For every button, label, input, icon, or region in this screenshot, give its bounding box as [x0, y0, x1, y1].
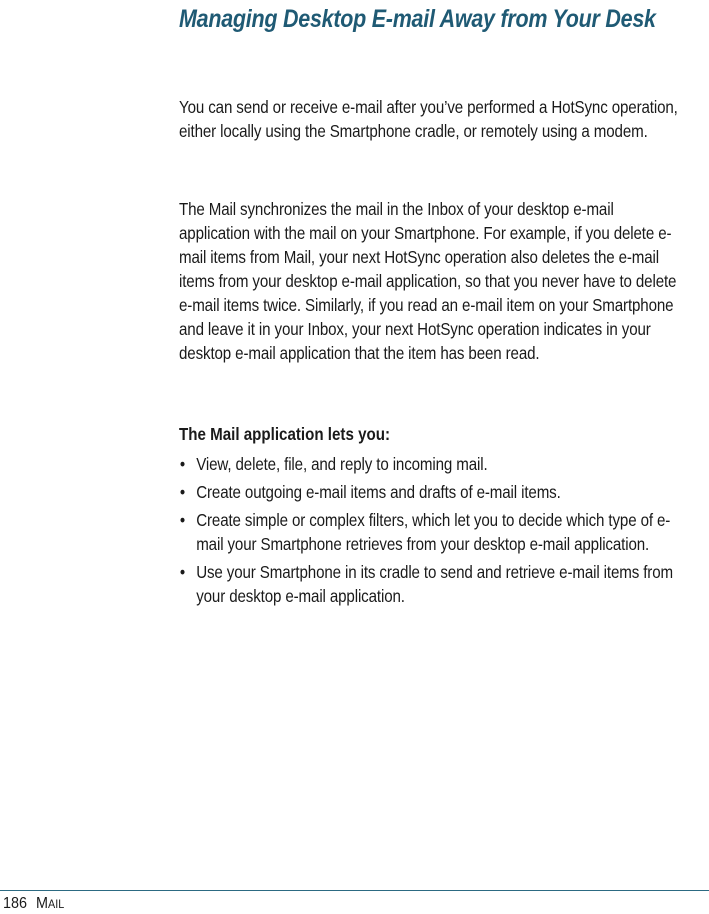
footer-divider	[0, 890, 709, 891]
bullet-icon: •	[179, 454, 186, 474]
section-name-rest: AIL	[48, 897, 65, 911]
list-item-text: Use your Smartphone in its cradle to send and retrieve e-mail items from your desktop e-mail application.	[196, 562, 673, 606]
bullet-icon: •	[179, 510, 186, 530]
section-name-initial: M	[36, 895, 49, 912]
page-content	[179, 0, 679, 606]
page-title: Managing Desktop E-mail Away from Your Desk	[179, 5, 656, 33]
sync-paragraph: The Mail synchronizes the mail in the Inbox of your desktop e-mail application with the mail on your Smartphone. For example, if you delete e-mail items from Mail, your next HotSync operation also deletes the e-mail items from your desktop e-mail application, so that you never have to delete e-mail items twice. Similarly, if you read an e-mail item on your Smartphone and leave it in your Inbox, your next HotSync operation indicates in your desktop e-mail application that the item has been read.	[179, 199, 677, 363]
features-heading: The Mail application lets you:	[179, 424, 391, 444]
list-item	[179, 508, 679, 556]
page-footer	[3, 895, 64, 913]
list-item	[179, 452, 679, 476]
bullet-icon: •	[179, 562, 186, 582]
features-list	[179, 452, 679, 612]
bullet-icon: •	[179, 482, 186, 502]
list-item	[179, 560, 679, 608]
page-number: 186	[3, 895, 28, 912]
intro-paragraph: You can send or receive e-mail after you’ve performed a HotSync operation, either locally using the Smartphone cradle, or remotely using a modem.	[179, 97, 678, 141]
list-item	[179, 480, 679, 504]
list-item-text: Create outgoing e-mail items and drafts of e-mail items.	[196, 482, 561, 502]
list-item-text: Create simple or complex filters, which let you to decide which type of e-mail your Smartphone retrieves from your desktop e-mail application.	[196, 510, 671, 554]
list-item-text: View, delete, file, and reply to incoming mail.	[196, 454, 488, 474]
